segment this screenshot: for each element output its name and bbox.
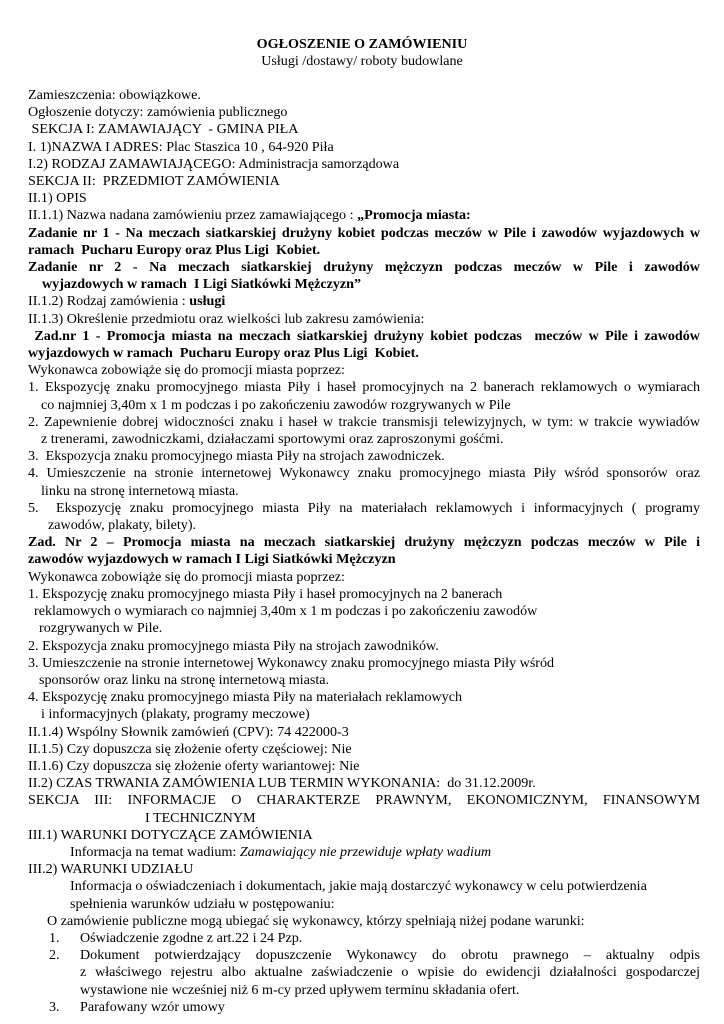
section-heading-cont: I TECHNICZNYM [145,809,256,826]
list-line: Dokument potwierdzający dopuszczenie Wykonawcy do obrotu prawnego – aktualny odpis [80,947,700,964]
text-line: II.1.6) Czy dopuszcza się złożenie oferty wariantowej: Nie [28,757,360,774]
list-item: 4. Umieszczenie na stronie internetowej Wykonawcy znaku promocyjnego miasta Piły wśród sponsorów oraz [28,465,700,482]
list-item-cont: i informacyjnych (plakaty, programy meczowe) [41,706,310,723]
promotion-list-2 [28,586,700,724]
text-line: spełnienia warunków udziału w postępowaniu: [70,895,335,912]
list-item: 1. Ekspozycję znaku promocyjnego miasta Piły i haseł promocyjnych na 2 banerach reklamowych o wymiarach [28,379,700,396]
list-line: z właściwego rejestru albo aktualne zaświadczenie o wpisie do ewidencji działalności gospodarczej [80,964,700,981]
intro-line: Zamieszczenia: obowiązkowe. [28,87,201,103]
section-heading: SEKCJA I: ZAMAWIAJĄCY - GMINA PIŁA [28,121,299,138]
text-span: II.1.2) Rodzaj zamówienia : [28,293,190,310]
list-item-cont: rozgrywanych w Pile. [39,620,163,637]
documents-list [28,930,700,1016]
list-number: 2. [49,947,60,964]
list-item-cont: z trenerami, zawodniczkami, działaczami sportowymi oraz zaproszonymi gośćmi. [41,431,504,448]
task-line: wyjazdowych w ramach Pucharu Europy oraz Plus Ligi Kobiet. [28,345,419,362]
list-item-cont: zawodów, plakaty, bilety). [48,517,197,534]
task-line: Zadanie nr 2 - Na meczach siatkarskiej drużyny mężczyzn podczas meczów w Pile i zawodów [28,259,700,276]
document-subtitle: Usługi /dostawy/ roboty budowlane [261,53,463,69]
bold-span: usługi [189,293,226,310]
list-item: 2. Ekspozycja znaku promocyjnego miasta Piły na strojach zawodników. [28,637,439,654]
text-line: I. 1)NAZWA I ADRES: Plac Staszica 10 , 64-920 Piła [28,138,334,155]
list-item-cont: sponsorów oraz linku na stronę internetową miasta. [39,671,330,688]
list-line: Oświadczenie zgodne z art.22 i 24 Pzp. [80,929,303,946]
document-body [28,87,700,1016]
list-text [71,930,700,947]
text-line: III.1) WARUNKI DOTYCZĄCE ZAMÓWIENIA [28,826,313,843]
list-item [28,930,700,947]
list-item-cont: reklamowych o wymiarach co najmniej 3,40m x 1 m podczas i po zakończeniu zawodów [34,603,538,620]
text-line: Wykonawca zobowiąże się do promocji miasta poprzez: [28,362,345,379]
section-heading: SEKCJA III: INFORMACJE O CHARAKTERZE PRAWNYM, EKONOMICZNYM, FINANSOWYM [28,792,700,809]
text-line: II.1.4) Wspólny Słownik zamówień (CPV): 74 422000-3 [28,723,349,740]
list-text [71,947,700,999]
text-line [28,207,700,224]
promotion-list-1 [28,379,700,534]
list-line: Parafowany wzór umowy [80,998,225,1015]
text-span: Informacja na temat wadium: [70,843,240,860]
list-number: 1. [49,929,60,946]
task-line: Zad. Nr 2 – Promocja miasta na meczach siatkarskiej drużyny mężczyzn podczas meczów w Pile i [28,534,700,551]
intro-line: Ogłoszenie dotyczy: zamówienia publicznego [28,104,288,121]
list-item [28,999,700,1016]
text-line: II.1.5) Czy dopuszcza się złożenie oferty częściowej: Nie [28,740,352,757]
task-line: Zadanie nr 1 - Na meczach siatkarskiej drużyny kobiet podczas meczów w Pile i zawodów wyjazdowych w [28,224,700,241]
list-number: 3. [49,998,60,1015]
text-line: Informacja o oświadczeniach i dokumentach, jakie mają dostarczyć wykonawcy w celu potwierdzenia [70,878,647,895]
list-item-cont: linku na stronę internetową miasta. [41,482,239,499]
text-line: O zamówienie publiczne mogą ubiegać się wykonawcy, którzy spełniają niżej podane warunki: [47,912,585,929]
italic-span: Zamawiający nie przewiduje wpłaty wadium [239,843,492,860]
text-line: II.2) CZAS TRWANIA ZAMÓWIENIA LUB TERMIN WYKONANIA: do 31.12.2009r. [28,775,536,792]
bold-span: „Promocja miasta: [357,207,471,224]
list-item: 1. Ekspozycję znaku promocyjnego miasta Piły i haseł promocyjnych na 2 banerach [28,585,503,602]
list-item: 5. Ekspozycję znaku promocyjnego miasta Piły na materiałach reklamowych i informacyjnych ( programy [28,499,700,516]
text-span: II.1.1) Nazwa nadana zamówieniu przez zamawiającego : [28,207,358,224]
list-line: wystawione nie wcześniej niż 6 m-cy przed upływem terminu składania ofert. [80,981,520,998]
list-item: 3. Umieszczenie na stronie internetowej Wykonawcy znaku promocyjnego miasta Piły wśród [28,654,555,671]
list-item [28,947,700,999]
text-line [28,844,700,861]
text-line: II.1.3) Określenie przedmiotu oraz wielkości lub zakresu zamówienia: [28,310,425,327]
text-line [28,293,700,310]
list-item: 4. Ekspozycję znaku promocyjnego miasta Piły na materiałach reklamowych [28,689,463,706]
task-line: Zad.nr 1 - Promocja miasta na meczach siatkarskiej drużyny kobiet podczas meczów w Pile i zawodów [28,327,700,344]
text-line: II.1) OPIS [28,190,87,207]
section-heading: SEKCJA II: PRZEDMIOT ZAMÓWIENIA [28,173,280,190]
text-line: I.2) RODZAJ ZAMAWIAJĄCEGO: Administracja samorządowa [28,155,400,172]
document-title: OGŁOSZENIE O ZAMÓWIENIU [256,36,468,52]
list-text [71,999,700,1016]
task-line: wyjazdowych w ramach I Ligi Siatkówki Mężczyzn” [42,276,362,293]
task-line: ramach Pucharu Europy oraz Plus Ligi Kobiet. [28,241,321,258]
task-line: zawodów wyjazdowych w ramach I Ligi Siatkówki Mężczyzn [28,551,396,568]
list-item-cont: co najmniej 3,40m x 1 m podczas i po zakończeniu zawodów rozgrywanych w Pile [41,396,511,413]
list-item: 2. Zapewnienie dobrej widoczności znaku i haseł w trakcie transmisji telewizyjnych, w tym: w trakcie wywiadów [28,413,700,430]
list-item: 3. Ekspozycja znaku promocyjnego miasta Piły na strojach zawodniczek. [28,448,445,465]
text-line: Wykonawca zobowiąże się do promocji miasta poprzez: [28,568,345,585]
text-line: III.2) WARUNKI UDZIAŁU [28,861,194,878]
